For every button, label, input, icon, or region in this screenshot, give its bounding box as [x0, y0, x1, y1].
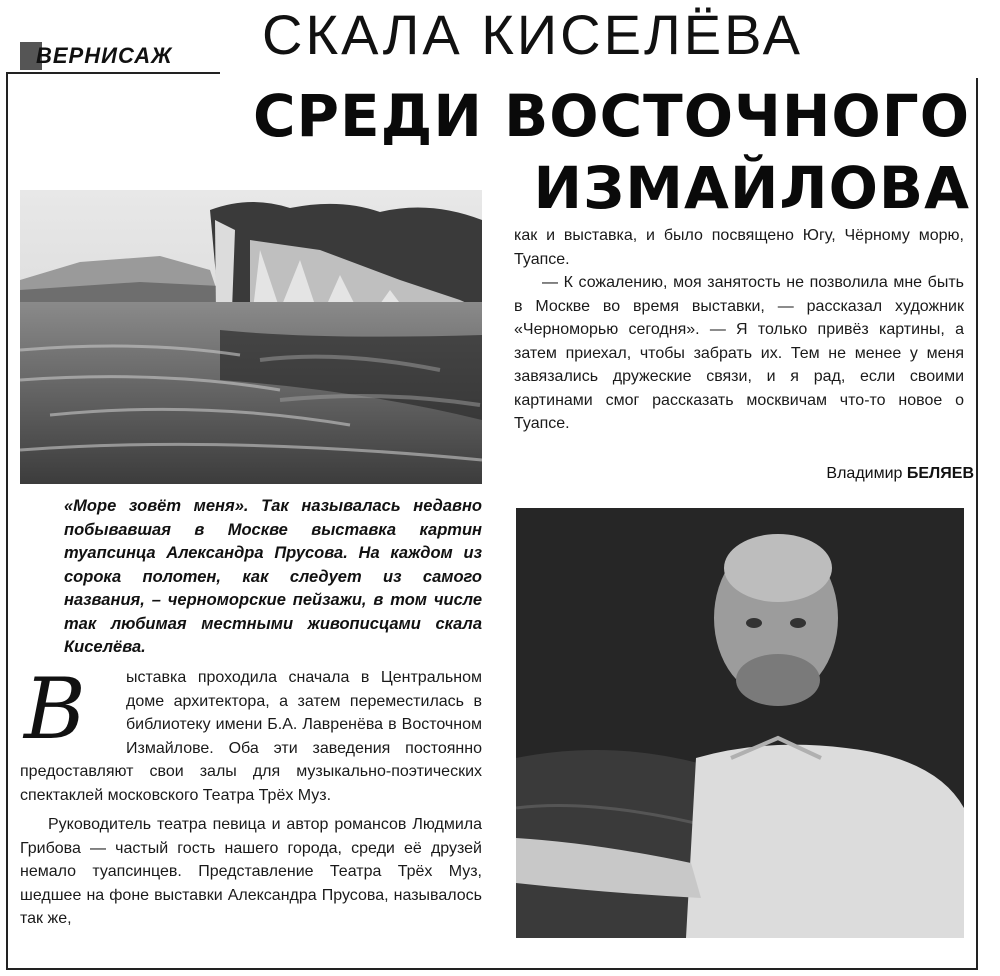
frame-gap: [220, 66, 980, 78]
author-first-name: Владимир: [826, 465, 903, 482]
headline-line-2: ИЗМАЙЛОВА: [533, 154, 970, 222]
left-paragraph-1-text: ыставка проходила сначала в Центральном доме архитектора, а затем переместилась в библиотеку имени Б.А. Лавренёва в Восточном Измайлове. Оба эти заведения постоянно предоставляют свои залы для музыкально-поэтических спектаклей московского Театра Трёх Муз.: [20, 669, 482, 804]
svg-text:В: В: [24, 668, 86, 746]
right-paragraph-1: как и выставка, и было посвящено Югу, Чёрному морю, Туапсе.: [514, 227, 964, 268]
author-last-name: БЕЛЯЕВ: [906, 465, 974, 482]
right-column: [514, 224, 964, 436]
lead-paragraph: [20, 495, 482, 660]
rubric-label: ВЕРНИСАЖ: [36, 43, 173, 68]
left-column: [20, 666, 482, 937]
kicker-title: СКАЛА КИСЕЛЁВА: [262, 3, 803, 66]
left-paragraph-1: [20, 666, 482, 807]
dropcap-letter: [20, 668, 120, 746]
lead-text: Так называлась недавно побывавшая в Москве выставка картин туапсинца Александра Прусова. На каждом из сорока полотен, как следует из самого названия, – черноморские пейзажи, в том числе так любимая местными живописцами скала Киселёва.: [64, 497, 483, 656]
author-signature: [826, 465, 974, 483]
left-paragraph-2: Руководитель театра певица и автор романсов Людмила Грибова — частый гость нашего города, среди её друзей немало туапсинцев. Представление Театра Трёх Муз, шедшее на фоне выставки Александра Прусова, называлось так же,: [20, 816, 482, 927]
right-paragraph-2: — К сожалению, моя занятость не позволила мне быть в Москве во время выставки, — рассказал художник «Черноморью сегодня». — Я только привёз картины, а затем приехал, чтобы забрать их. Тем не менее у меня завязались дружеские связи, и я рад, если своими картинами смог рассказать москвичам что-то новое о Туапсе.: [514, 274, 964, 432]
rubric: [20, 38, 173, 74]
headline-line-1: СРЕДИ ВОСТОЧНОГО: [252, 82, 970, 150]
lead-title: «Море зовёт меня».: [64, 497, 249, 515]
artist-portrait: [516, 508, 964, 938]
seascape-painting: [20, 190, 482, 484]
